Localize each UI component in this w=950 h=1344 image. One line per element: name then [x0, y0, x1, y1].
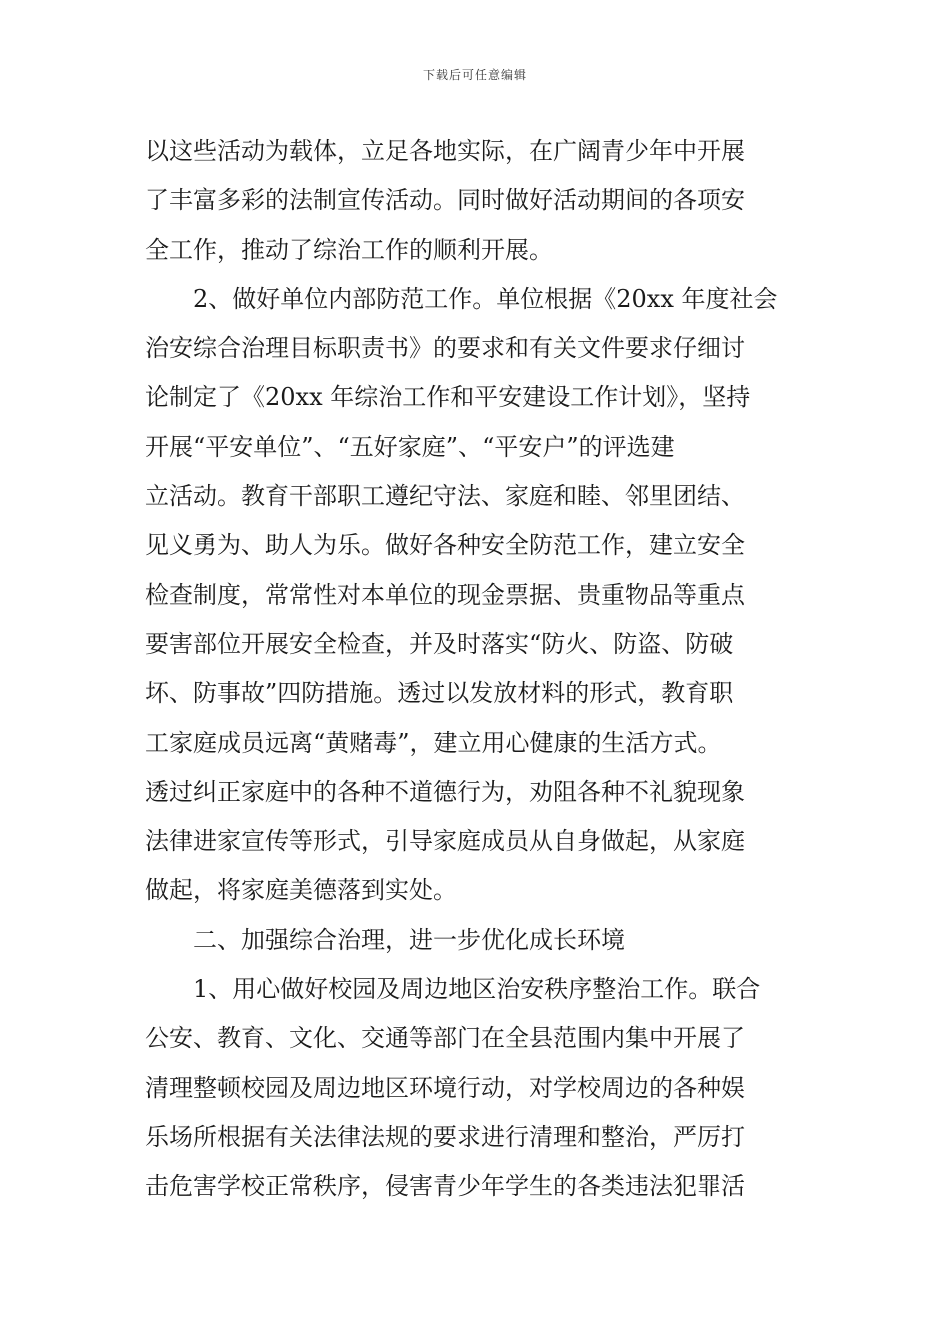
- text-line: 见义勇为、助人为乐。做好各种安全防范工作，建立安全: [145, 531, 745, 560]
- text-line: 乐场所根据有关法律法规的要求进行清理和整治，严厉打: [145, 1122, 745, 1151]
- page-header-note: 下载后可任意编辑: [422, 68, 527, 82]
- text-line: 立活动。教育干部职工遵纪守法、家庭和睦、邻里团结、: [145, 482, 745, 511]
- text-line: 治安综合治理目标职责书》的要求和有关文件要求仔细讨: [145, 334, 745, 363]
- text-line: 2、做好单位内部防范工作。单位根据《20xx 年度社会: [145, 284, 778, 313]
- text-line: 法律进家宣传等形式，引导家庭成员从自身做起，从家庭: [145, 827, 745, 856]
- text-line: 做起，将家庭美德落到实处。: [145, 876, 457, 905]
- text-line: 工家庭成员远离“黄赌毒”，建立用心健康的生活方式。: [145, 728, 722, 757]
- text-line: 要害部位开展安全检查，并及时落实“防火、防盗、防破: [145, 629, 734, 658]
- document-body: [145, 127, 805, 1212]
- text-line: 论制定了《20xx 年综治工作和平安建设工作计划》，坚持: [145, 383, 751, 412]
- text-line: 了丰富多彩的法制宣传活动。同时做好活动期间的各项安: [145, 186, 745, 215]
- text-line: 以这些活动为载体，立足各地实际，在广阔青少年中开展: [145, 137, 745, 165]
- text-line: 击危害学校正常秩序，侵害青少年学生的各类违法犯罪活: [145, 1172, 745, 1201]
- text-line: 开展“平安单位”、“五好家庭”、“平安户”的评选建: [145, 432, 675, 461]
- text-line: 透过纠正家庭中的各种不道德行为，劝阻各种不礼貌现象: [145, 777, 745, 806]
- section-heading: 二、加强综合治理，进一步优化成长环境: [145, 925, 625, 954]
- text-line: 坏、防事故”四防措施。透过以发放材料的形式，教育职: [145, 679, 734, 708]
- text-line: 1、用心做好校园及周边地区治安秩序整治工作。联合: [145, 975, 761, 1004]
- text-line: 公安、教育、文化、交通等部门在全县范围内集中开展了: [145, 1024, 745, 1053]
- text-line: 全工作，推动了综治工作的顺利开展。: [145, 235, 553, 264]
- text-line: 清理整顿校园及周边地区环境行动，对学校周边的各种娱: [145, 1073, 745, 1102]
- text-line: 检查制度，常常性对本单位的现金票据、贵重物品等重点: [145, 580, 745, 609]
